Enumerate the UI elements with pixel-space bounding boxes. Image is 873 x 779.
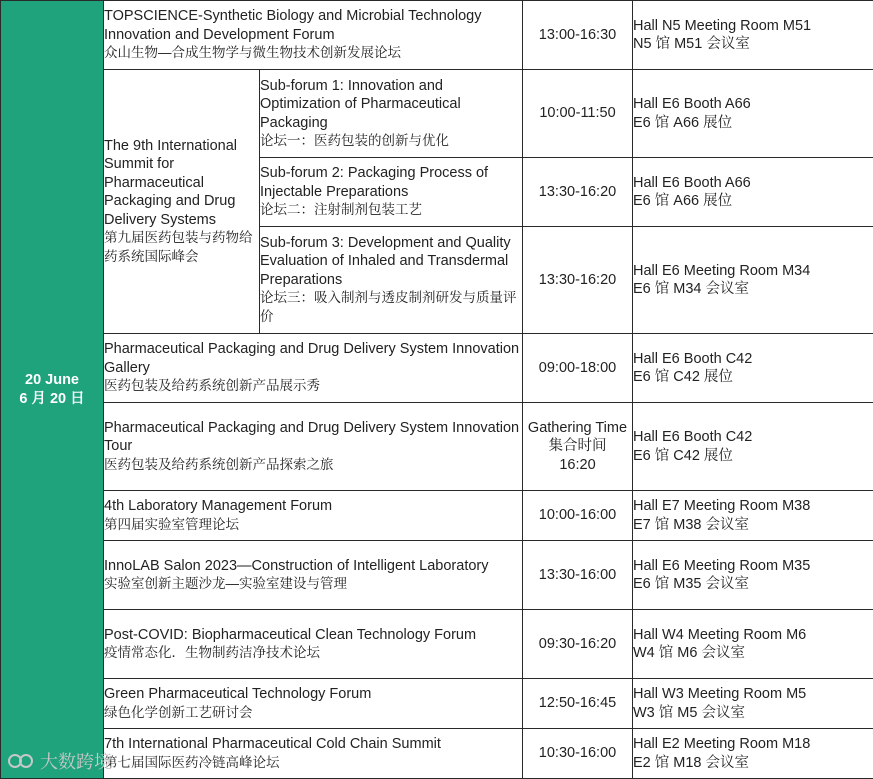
date-en: 20 June [1, 371, 103, 390]
venue-cell [633, 334, 873, 403]
topic-en: 7th International Pharmaceutical Cold Chain Summit [104, 735, 522, 754]
time-cell: 10:00-16:00 [523, 491, 633, 541]
topic-zh: 绿色化学创新工艺研讨会 [104, 704, 522, 723]
time-cell: 13:30-16:20 [523, 158, 633, 227]
venue-cell [633, 679, 873, 729]
venue-cell [633, 158, 873, 227]
time-cell: 09:00-18:00 [523, 334, 633, 403]
venue-cell [633, 541, 873, 610]
topic-en: 4th Laboratory Management Forum [104, 497, 522, 516]
topic-cell [104, 541, 523, 610]
summit-zh: 第九届医药包装与药物给药系统国际峰会 [104, 229, 259, 266]
venue-zh: E6 馆 M34 会议室 [633, 280, 873, 299]
venue-en: Hall E6 Booth C42 [633, 428, 873, 447]
venue-cell [633, 491, 873, 541]
time-cell [523, 403, 633, 491]
venue-zh: E6 馆 A66 展位 [633, 192, 873, 211]
time-label-en: Gathering Time [523, 419, 632, 438]
table-row [1, 70, 873, 158]
watermark-logo-icon [6, 752, 36, 770]
venue-zh: E6 馆 C42 展位 [633, 368, 873, 387]
summit-en: The 9th International Summit for Pharmaceutical Packaging and Drug Delivery Systems [104, 137, 259, 230]
subforum-en: Sub-forum 1: Innovation and Optimization of Pharmaceutical Packaging [260, 77, 522, 133]
table-row [1, 610, 873, 679]
topic-en: Post-COVID: Biopharmaceutical Clean Technology Forum [104, 626, 522, 645]
topic-cell [104, 1, 523, 70]
venue-cell [633, 610, 873, 679]
venue-cell [633, 729, 873, 779]
table-row [1, 541, 873, 610]
time-cell: 09:30-16:20 [523, 610, 633, 679]
date-cell [1, 1, 104, 779]
venue-en: Hall E7 Meeting Room M38 [633, 497, 873, 516]
topic-zh: 实验室创新主题沙龙—实验室建设与管理 [104, 575, 522, 594]
venue-en: Hall E6 Booth A66 [633, 174, 873, 193]
topic-cell [104, 334, 523, 403]
venue-en: Hall W4 Meeting Room M6 [633, 626, 873, 645]
topic-zh: 第七届国际医药冷链高峰论坛 [104, 754, 522, 773]
venue-cell [633, 1, 873, 70]
topic-cell [104, 679, 523, 729]
topic-en: Green Pharmaceutical Technology Forum [104, 685, 522, 704]
topic-en: TOPSCIENCE-Synthetic Biology and Microbial Technology Innovation and Development Forum [104, 7, 522, 44]
subforum-cell [260, 70, 523, 158]
subforum-en: Sub-forum 2: Packaging Process of Injectable Preparations [260, 164, 522, 201]
time-cell: 10:00-11:50 [523, 70, 633, 158]
time-cell: 13:30-16:00 [523, 541, 633, 610]
date-zh: 6 月 20 日 [1, 390, 103, 409]
topic-zh: 医药包装及给药系统创新产品探索之旅 [104, 456, 522, 475]
table-row [1, 1, 873, 70]
topic-zh: 医药包装及给药系统创新产品展示秀 [104, 377, 522, 396]
venue-zh: E2 馆 M18 会议室 [633, 754, 873, 773]
time-value: 16:20 [523, 456, 632, 475]
venue-zh: W4 馆 M6 会议室 [633, 644, 873, 663]
venue-en: Hall E6 Meeting Room M34 [633, 262, 873, 281]
venue-cell [633, 403, 873, 491]
subforum-en: Sub-forum 3: Development and Quality Evaluation of Inhaled and Transdermal Preparations [260, 234, 522, 290]
table-row [1, 491, 873, 541]
venue-en: Hall E6 Booth C42 [633, 350, 873, 369]
venue-zh: E6 馆 M35 会议室 [633, 575, 873, 594]
time-label-zh: 集合时间 [523, 437, 632, 456]
subforum-zh: 论坛三：吸入制剂与透皮制剂研发与质量评价 [260, 289, 522, 326]
topic-cell [104, 403, 523, 491]
venue-zh: N5 馆 M51 会议室 [633, 35, 873, 54]
venue-zh: W3 馆 M5 会议室 [633, 704, 873, 723]
subforum-zh: 论坛二：注射制剂包装工艺 [260, 201, 522, 220]
time-cell: 12:50-16:45 [523, 679, 633, 729]
watermark-text: 大数跨境 [40, 748, 112, 774]
topic-cell [104, 729, 523, 779]
watermark [6, 748, 112, 774]
topic-cell [104, 610, 523, 679]
venue-zh: E6 馆 C42 展位 [633, 447, 873, 466]
topic-zh: 第四届实验室管理论坛 [104, 516, 522, 535]
table-row [1, 403, 873, 491]
time-cell: 10:30-16:00 [523, 729, 633, 779]
venue-cell [633, 70, 873, 158]
subforum-zh: 论坛一：医药包装的创新与优化 [260, 132, 522, 151]
topic-en: Pharmaceutical Packaging and Drug Delivery System Innovation Gallery [104, 340, 522, 377]
topic-en: InnoLAB Salon 2023—Construction of Intelligent Laboratory [104, 557, 522, 576]
topic-zh: 疫情常态化．生物制药洁净技术论坛 [104, 644, 522, 663]
venue-zh: E7 馆 M38 会议室 [633, 516, 873, 535]
subforum-cell [260, 158, 523, 227]
subforum-cell [260, 227, 523, 334]
table-row [1, 729, 873, 779]
venue-en: Hall E6 Booth A66 [633, 95, 873, 114]
table-row [1, 334, 873, 403]
summit-cell [104, 70, 260, 334]
venue-en: Hall E6 Meeting Room M35 [633, 557, 873, 576]
venue-en: Hall E2 Meeting Room M18 [633, 735, 873, 754]
venue-zh: E6 馆 A66 展位 [633, 114, 873, 133]
venue-en: Hall W3 Meeting Room M5 [633, 685, 873, 704]
time-cell: 13:00-16:30 [523, 1, 633, 70]
venue-en: Hall N5 Meeting Room M51 [633, 17, 873, 36]
topic-zh: 众山生物—合成生物学与微生物技术创新发展论坛 [104, 44, 522, 63]
table-row [1, 679, 873, 729]
venue-cell [633, 227, 873, 334]
topic-en: Pharmaceutical Packaging and Drug Delivery System Innovation Tour [104, 419, 522, 456]
time-cell: 13:30-16:20 [523, 227, 633, 334]
topic-cell [104, 491, 523, 541]
